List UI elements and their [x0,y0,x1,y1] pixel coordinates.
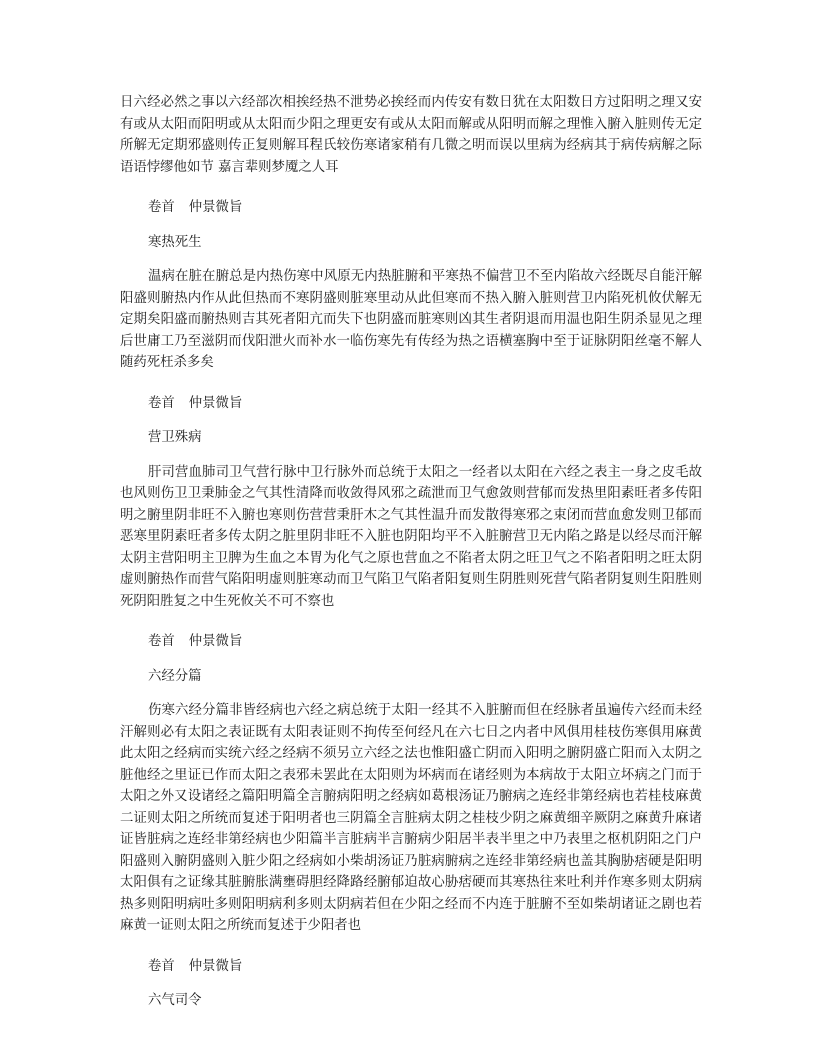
volume-label: 卷首 [148,200,175,215]
section-title: 六经分篇 [148,668,202,684]
chapter-label: 仲景微旨 [188,395,243,411]
section-title: 营卫殊病 [148,430,202,445]
chapter-label: 仲景微旨 [188,634,243,649]
section-header [120,956,702,978]
body-paragraph: 伤寒六经分篇非皆经病也六经之病总统于太阳一经其不入脏腑而但在经脉者虽遍传六经而未经汗解则必有太阳之表证既有太阳表证则不拘传至何经凡在六七日之内者中风俱用桂枝伤寒俱用麻黄此太阳之经病而实统六经之经病不须另立六经之法也惟阳盛亡阴而入阳明之腑阴盛亡阳而入太阴之脏他经之里证已作而太阳之表邪未罢此在太阳则为坏病而在诸经则为本病故于太阳立坏病之门而于太阳之外又设诸经之篇阳明篇全言腑病阳明之经病如葛根汤证乃腑病之连经非第经病也若桂枝麻黄二证则太阳之所统而复述于阳明者也三阴篇全言脏病太阴之桂枝少阴之麻黄细辛厥阴之麻黄升麻诸证皆脏病之连经非第经病也少阳篇半言脏病半言腑病少阳居半表半里之中乃表里之枢机阴阳之门户阳盛则入腑阴盛则入脏少阳之经病如小柴胡汤证乃脏病腑病之连经非第经病也盖其胸胁痞硬是阳明太阳俱有之证缘其脏腑胀满壅碍胆经降路经腑郁迫故心胁痞硬而其寒热往来吐利并作寒多则太阴病热多则阳明病吐多则阳明病利多则太阴病若但在少阳之经而不内连于脏腑不至如柴胡诸证之剧也若麻黄一证则太阳之所统而复述于少阳者也 [120,703,702,933]
section-header [120,393,702,415]
section-header [120,197,702,219]
volume-label: 卷首 [148,634,175,649]
volume-label: 卷首 [148,395,175,411]
body-paragraph: 日六经必然之事以六经部次相挨经热不泄势必挨经而内传安有数日犹在太阳数日方过阳明之理又安有或从太阳而阳明或从太阳而少阳之理更安有或从太阳而解或从阳明而解之理惟入腑入脏则传无定所解无定期邪盛则传正复则解耳程氏较伤寒诸家稍有几微之明而误以里病为经病其于病传病解之际语语悖缪他如节 嘉言辈则梦魇之人耳 [120,95,702,175]
section-header [120,631,702,653]
chapter-label: 仲景微旨 [188,958,243,974]
chapter-label: 仲景微旨 [188,200,243,215]
volume-label: 卷首 [148,958,175,974]
document-page [120,92,702,1012]
body-paragraph: 肝司营血肺司卫气营行脉中卫行脉外而总统于太阳之一经者以太阳在六经之表主一身之皮毛故也风则伤卫卫秉肺金之气其性清降而收敛得风邪之疏泄而卫气愈敛则营郁而发热里阳素旺者多传阳明之腑里阴非旺不入腑也寒则伤营营秉肝木之气其性温升而发散得寒邪之束闭而营血愈发则卫郁而恶寒里阴素旺者多传太阴之脏里阴非旺不入脏也阴阳均平不入脏腑营卫无内陷之路是以经尽而汗解太阴主营阳明主卫脾为生血之本胃为化气之原也营血之不陷者太阴之旺卫气之不陷者阳明之旺太阴虚则腑热作而营气陷阳明虚则脏寒动而卫气陷卫气陷者阳复则生阴胜则死营气陷者阴复则生阳胜则死阴阳胜复之中生死攸关不可不察也 [120,464,702,609]
body-paragraph: 温病在脏在腑总是内热伤寒中风原无内热脏腑和平寒热不偏营卫不至内陷故六经既尽自能汗解阳盛则腑热内作从此但热而不寒阴盛则脏寒里动从此但寒而不热入腑入脏则营卫内陷死机攸伏解无定期矣阳盛而腑热则吉其死者阳亢而失下也阴盛而脏寒则凶其生者阴退而用温也阳生阴杀显见之理后世庸工乃至滋阴而伐阳泄火而补水一临伤寒先有传经为热之语横塞胸中至于证脉阴阳丝毫不解人随药死枉杀多矣 [120,269,702,370]
section-title: 寒热死生 [148,234,202,250]
section-title: 六气司令 [148,993,202,1008]
